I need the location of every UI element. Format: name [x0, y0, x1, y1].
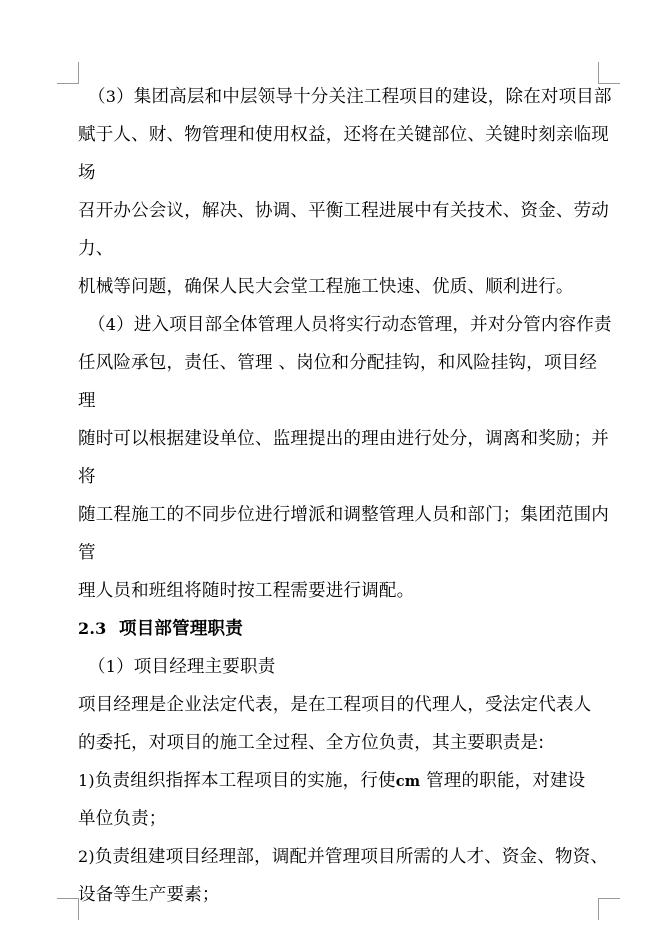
text-line: 设备等生产要素；	[78, 885, 220, 905]
text-line: 机械等问题，确保人民大会堂工程施工快速、优质、顺利进行。	[78, 277, 574, 297]
text-line: 的委托，对项目的施工全过程、全方位负责，其主要职责是:	[78, 733, 545, 753]
text-line: 1)负责组织指挥本工程项目的实施，行使cm 管理的职能，对建设	[78, 771, 586, 791]
text-line: 单位负责；	[78, 809, 167, 829]
text-line: 将	[78, 467, 96, 487]
text-line: 2)负责组建项目经理部，调配并管理项目所需的人才、资金、物资、	[78, 847, 609, 867]
section-heading: 2.3 项目部管理职责	[78, 619, 243, 639]
text-line: 任风险承包，责任、管理 、岗位和分配挂钩，和风险挂钩，项目经	[78, 353, 598, 373]
text-line: 赋于人、财、物管理和使用权益，还将在关键部位、关键时刻亲临现	[78, 125, 609, 145]
text-line: 管	[78, 543, 96, 563]
text-line: （4）进入项目部全体管理人员将实行动态管理，并对分管内容作责	[88, 315, 612, 335]
text-line: 理人员和班组将随时按工程需要进行调配。	[78, 581, 415, 601]
crop-mark-bottom-left	[57, 898, 79, 920]
text-line: 随工程施工的不同步位进行增派和调整管理人员和部门；集团范围内	[78, 505, 609, 525]
crop-mark-bottom-right	[598, 898, 620, 920]
text-line: 随时可以根据建设单位、监理提出的理由进行处分，调离和奖励；并	[78, 429, 609, 449]
text-line: 力、	[78, 239, 114, 259]
text-line: （3）集团高层和中层领导十分关注工程项目的建设，除在对项目部	[88, 87, 612, 107]
text-line: 场	[78, 163, 96, 183]
crop-mark-top-left	[57, 62, 79, 84]
text-line: 理	[78, 391, 96, 411]
text-line: 召开办公会议，解决、协调、平衡工程进展中有关技术、资金、劳动	[78, 201, 609, 221]
document-body	[78, 78, 612, 914]
text-line: 项目经理是企业法定代表，是在工程项目的代理人，受法定代表人	[78, 695, 592, 715]
text-line: （1）项目经理主要职责	[88, 657, 276, 677]
